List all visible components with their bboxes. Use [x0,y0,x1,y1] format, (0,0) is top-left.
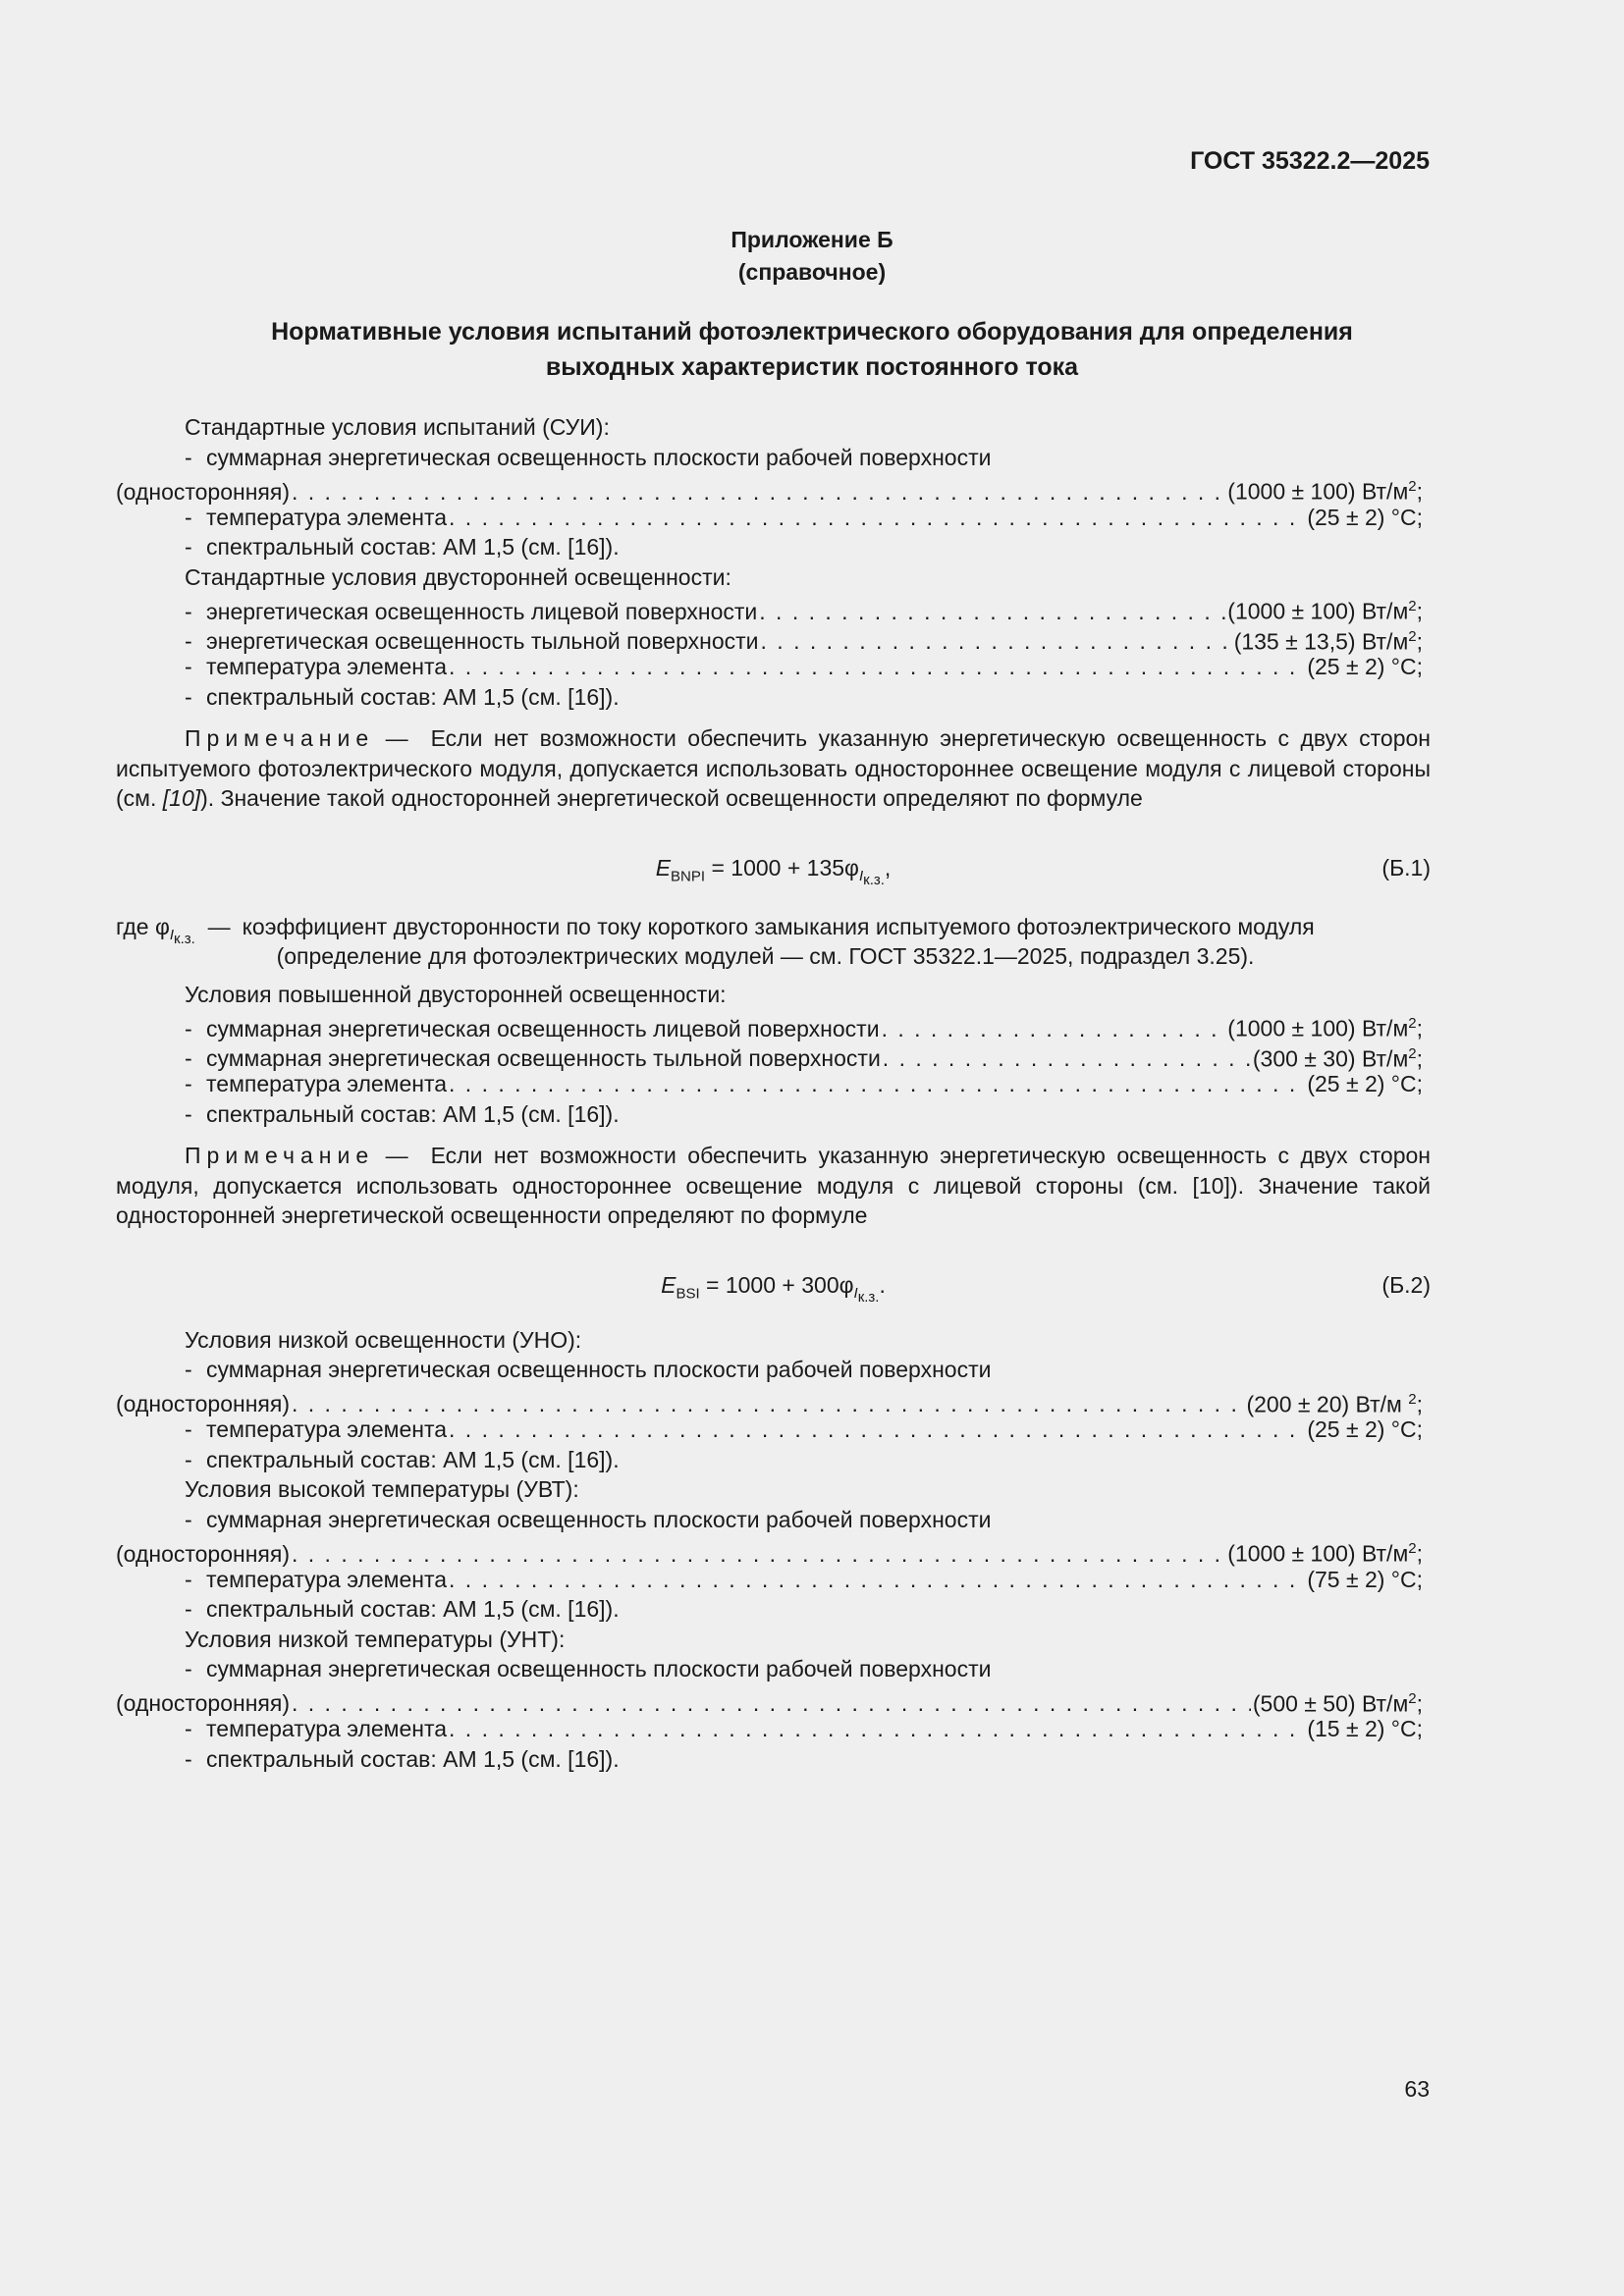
formula-explanation: где $\varphi_{I_{к.з.}}$ — коэффициент двусторонности по току короткого замыкания испытуемого фотоэлектрического модуля (определение для фотоэлектрических модулей — см. ГОСТ 35322.1—2025, подраздел 3.25). [116,913,1315,969]
block-heading: Стандартные условия двусторонней освещенности: [185,563,731,590]
formula: $E_{BNPI} = 1000 + 135\varphi_{I_{к.з.}}$, (Б.1) [116,833,1431,902]
list-item: - температура элемента . . . (75 ± 2) °С; [116,1565,1431,1595]
block-heading: Условия высокой температуры (УВТ): [185,1476,579,1502]
list-item: - спектральный состав: АМ 1,5 (см. [16]). [185,683,620,710]
list-item-continued: (односторонняя) . . . (500 ± 50) $Вт/м^2$; [116,1684,1431,1715]
list-item-continued: (односторонняя) . . . (1000 ± 100) $Вт/м^2$; [116,1534,1431,1565]
list-item: - спектральный состав: АМ 1,5 (см. [16]). [185,1100,620,1127]
list-item: - температура элемента . . . (25 ± 2) °С; [116,1415,1431,1445]
block-heading: Условия низкой температуры (УНТ): [185,1626,566,1652]
note-paragraph: Примечание — Если нет возможности обеспечить указанную энергетическую освещенность с двух сторон испытуемого фотоэлектрического модуля, допускается использовать одностороннее освещение модуля с лицевой стороны (см. [10]). Значение такой односторонней энергетической освещенности определяют по формуле [116,725,1431,811]
list-item: - энергетическая освещенность лицевой поверхности . . . (1000 ± 100) $Вт/м^2$; [116,592,1431,622]
list-item: - суммарная энергетическая освещенность лицевой поверхности . . . (1000 ± 100) $Вт/м^2$; [116,1009,1431,1040]
list-item-continued: (односторонняя) . . . (1000 ± 100) $Вт/м^2$; [116,472,1431,503]
list-item: - суммарная энергетическая освещенность плоскости рабочей поверхности [185,1506,992,1532]
section-title-line2: выходных характеристик постоянного тока [545,353,1079,381]
list-item: - температура элемента . . . (15 ± 2) °С; [116,1714,1431,1744]
list-item: - энергетическая освещенность тыльной поверхности . . . (135 ± 13,5) $Вт/м^2$; [116,622,1431,653]
formula: $E_{BSI} = 1000 + 300\varphi_{I_{к.з.}}$. (Б.2) [116,1251,1431,1319]
annex-kind: (справочное) [737,259,887,285]
annex-heading [0,224,1624,289]
list-item: - суммарная энергетическая освещенность тыльной поверхности . . . (300 ± 30) $Вт/м^2$; [116,1040,1431,1070]
section-title [0,314,1624,385]
list-item: - суммарная энергетическая освещенность плоскости рабочей поверхности [185,444,992,470]
document-body [116,412,1431,1774]
document-id: ГОСТ 35322.2—2025 [1190,147,1430,175]
formula-number: (Б.1) [1381,854,1431,881]
page-number: 63 [1404,2076,1430,2102]
annex-title: Приложение Б [731,227,893,252]
list-item: - суммарная энергетическая освещенность плоскости рабочей поверхности [185,1357,992,1382]
list-item: - температура элемента . . . (25 ± 2) °С; [116,1069,1431,1099]
list-item: - спектральный состав: АМ 1,5 (см. [16]). [185,534,620,560]
list-item: - температура элемента . . . (25 ± 2) °С; [116,652,1431,682]
block-heading: Условия низкой освещенности (УНО): [185,1326,582,1353]
formula-number: (Б.2) [1381,1271,1431,1298]
list-item: - спектральный состав: АМ 1,5 (см. [16]). [185,1745,620,1772]
list-item-continued: (односторонняя) . . . (200 ± 20) Вт/м $^2$; [116,1385,1431,1415]
list-item: - спектральный состав: АМ 1,5 (см. [16]). [185,1446,620,1472]
note-paragraph: Примечание — Если нет возможности обеспечить указанную энергетическую освещенность с двух сторон модуля, допускается использовать одностороннее освещение модуля с лицевой стороны (см. [10]). Значение такой односторонней энергетической освещенности определяют по формуле [116,1143,1431,1228]
list-item: - суммарная энергетическая освещенность плоскости рабочей поверхности [185,1656,992,1682]
block-heading: Условия повышенной двусторонней освещенности: [185,981,727,1007]
section-title-line1: Нормативные условия испытаний фотоэлектрического оборудования для определения [271,318,1353,346]
block-heading: Стандартные условия испытаний (СУИ): [185,414,610,440]
list-item: - температура элемента . . . (25 ± 2) °С; [116,503,1431,533]
list-item: - спектральный состав: АМ 1,5 (см. [16]). [185,1596,620,1622]
